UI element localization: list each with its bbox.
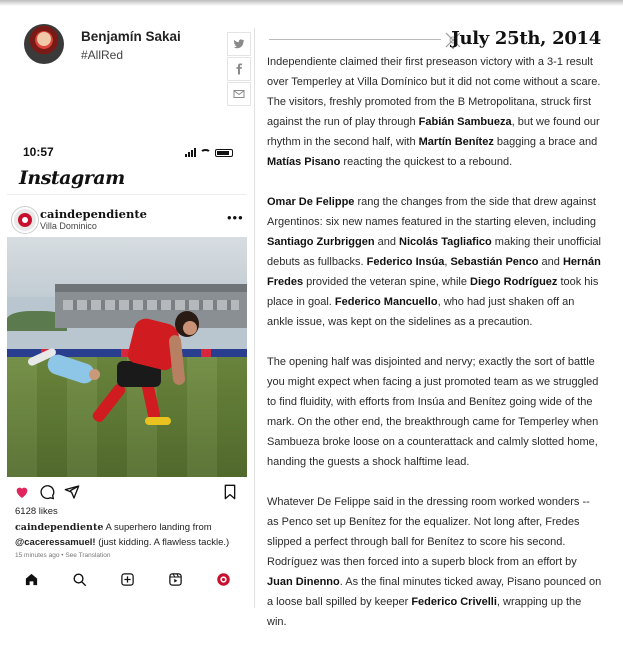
paragraph-text: , (444, 256, 451, 268)
paragraph-text: making their unofficial debuts as fullbacks. (267, 236, 601, 268)
paragraph-text: Whatever De Felippe said in the dressing room worked wonders -- as Penco set up Benítez for the equalizer. Not long after, Fredes slipped a perfect through ball for Benítez to score his second. Rodríguez was then forced into a superb block from an effort by (267, 496, 590, 568)
paragraph-text: took his place in goal. (267, 276, 599, 308)
author-block (24, 24, 224, 68)
player-name: Federico Crivelli (411, 596, 497, 608)
club-avatar[interactable] (12, 207, 38, 233)
paragraph-text: provided the veteran spine, while (303, 276, 471, 288)
article-paragraph-4 (267, 492, 603, 632)
instagram-bottom-nav (7, 570, 247, 590)
paragraph-text: . As the final minutes ticked away, Pisano pounced on a loose ball spilled by keeper (267, 576, 602, 608)
reels-icon (168, 572, 183, 587)
paragraph-text: reacting the quickest to a rebound. (340, 156, 513, 168)
paragraph-text: , who had just shaken off an ankle issue, was kept on the sidelines as a precaution. (267, 296, 575, 328)
share-facebook-button[interactable] (227, 57, 251, 81)
paragraph-text: , but we found our rhythm in the second half, with (267, 116, 600, 148)
phone-status-bar (7, 140, 247, 162)
caption-mention[interactable]: @caceressamuel! (15, 537, 96, 548)
paragraph-text: bagging a brace and (493, 136, 598, 148)
likes-count[interactable]: 6128 likes (15, 506, 58, 517)
column-divider (254, 28, 255, 608)
player-name: Juan Dinenno (267, 576, 340, 588)
heart-icon (14, 484, 30, 500)
home-icon (24, 572, 39, 587)
photo-fallen-player (25, 349, 105, 383)
paragraph-text: and (374, 236, 400, 248)
header-divider (7, 194, 247, 195)
caption-username[interactable]: caindependiente (15, 522, 104, 533)
nav-search-button[interactable] (70, 570, 88, 588)
player-name: Sebastián Penco (450, 256, 539, 268)
article-paragraph-3 (267, 352, 603, 472)
post-time-ago: 15 minutes ago • See Translation (15, 552, 111, 559)
author-name[interactable]: Benjamín Sakai (81, 29, 181, 44)
save-button[interactable] (221, 483, 239, 501)
more-options-icon[interactable]: ••• (227, 210, 244, 225)
article-date-header (269, 28, 601, 52)
caption-text: A superhero landing from (103, 522, 212, 533)
paragraph-text: Independiente claimed their first preseason victory with a 3-1 result over Temperley at Villa Domínico but it did not come without a scare. The visitors, freshly promoted from the B Metropolitana, struck first against the run of play through (267, 56, 601, 128)
status-time: 10:57 (23, 145, 54, 159)
search-icon (72, 572, 87, 587)
comment-icon (39, 484, 55, 500)
battery-icon (215, 149, 233, 157)
author-hashtag[interactable]: #AllRed (81, 48, 124, 62)
send-icon (64, 484, 80, 500)
player-name: Diego Rodríguez (470, 276, 558, 288)
paragraph-text: The opening half was disjointed and nervy; exactly the sort of battle you might expect when facing a just promoted team as we struggled to find fluidity, with efforts from Insúa and Benítez going wide of the mark. On the other end, the breakthrough came for Temperley when Sambueza broke loose on a counterattack and calmly slotted home, handing the guests a shock halftime lead. (267, 356, 599, 468)
time-ago-text: 15 minutes ago (15, 552, 60, 559)
share-post-button[interactable] (63, 483, 81, 501)
mail-icon (233, 88, 245, 100)
post-photo[interactable] (7, 237, 247, 477)
nav-reels-button[interactable] (166, 570, 184, 588)
player-name: Santiago Zurbriggen (267, 236, 375, 248)
instagram-logo: Instagram (19, 167, 125, 189)
paragraph-text: rang the changes from the side that drew against Argentinos: six new names featured in the starting eleven, including (267, 196, 596, 228)
player-name: Martín Benítez (418, 136, 494, 148)
nav-profile-button[interactable] (214, 570, 232, 588)
share-twitter-button[interactable] (227, 32, 251, 56)
player-name: Matías Pisano (267, 156, 341, 168)
wifi-icon (200, 149, 211, 157)
paragraph-text: and (538, 256, 563, 268)
bookmark-icon (222, 484, 238, 500)
post-username[interactable]: caindependiente (40, 207, 147, 221)
player-name: Hernán Fredes (267, 256, 601, 288)
caption-text-2: (just kidding. A flawless tackle.) (95, 537, 230, 548)
article-date: July 25th, 2014 (451, 28, 601, 49)
player-name: Federico Mancuello (334, 296, 438, 308)
instagram-embed (7, 140, 247, 590)
date-rule (269, 39, 441, 40)
player-name: Federico Insúa (366, 256, 445, 268)
post-caption (15, 520, 247, 550)
nav-create-button[interactable] (118, 570, 136, 588)
comment-button[interactable] (38, 483, 56, 501)
author-avatar[interactable] (24, 24, 64, 64)
paragraph-text: , wrapping up the win. (267, 596, 582, 628)
facebook-icon (233, 63, 245, 75)
club-crest-icon (216, 572, 231, 587)
article-paragraph-2 (267, 192, 603, 332)
plus-square-icon (120, 572, 135, 587)
article-body (267, 52, 603, 652)
article-paragraph-1 (267, 52, 603, 172)
see-translation-link[interactable]: See Translation (65, 552, 111, 559)
photo-landing-player (95, 305, 225, 425)
top-shadow-bar (0, 0, 623, 6)
post-location[interactable]: Villa Dominico (40, 221, 97, 231)
player-name: Omar De Felippe (267, 196, 355, 208)
twitter-icon (233, 38, 245, 50)
nav-home-button[interactable] (22, 570, 40, 588)
player-name: Nicolás Tagliafico (399, 236, 492, 248)
like-button[interactable] (13, 483, 31, 501)
share-mail-button[interactable] (227, 82, 251, 106)
signal-icon (185, 148, 196, 157)
post-actions (7, 483, 247, 505)
player-name: Fabián Sambueza (418, 116, 512, 128)
